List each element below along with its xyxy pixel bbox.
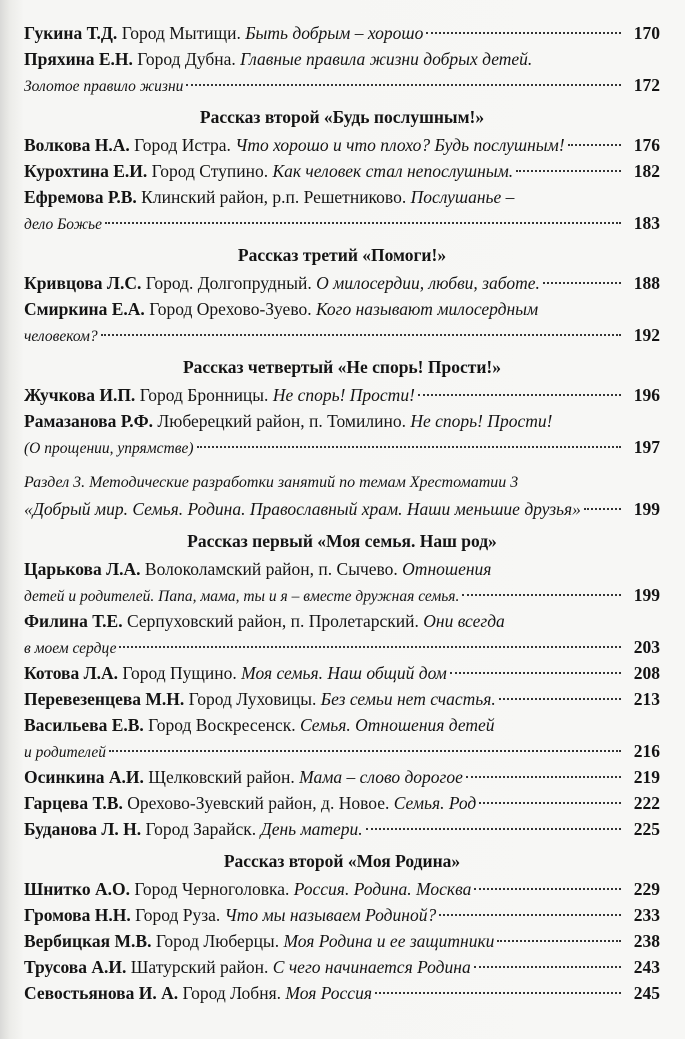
entry-author: Смиркина Е.А.	[24, 299, 145, 319]
dot-leader	[105, 222, 621, 224]
entry-title: День матери.	[260, 819, 363, 839]
page-number: 203	[633, 637, 660, 657]
entry-text	[24, 790, 476, 816]
toc-entry	[24, 686, 660, 712]
page-number: 238	[633, 931, 660, 951]
page-number: 182	[633, 161, 660, 181]
entry-location: Город. Долгопрудный.	[141, 273, 317, 293]
entry-title: Главные правила жизни добрых детей.	[240, 49, 533, 69]
entry-group-4	[24, 382, 660, 460]
dot-leader	[497, 940, 621, 942]
page-number: 192	[633, 325, 660, 345]
entry-location: Город Орехово-Зуево.	[144, 299, 316, 319]
entry-author: Котова Л.А.	[24, 663, 119, 683]
entry-text	[24, 46, 532, 72]
entry-location: Город Дубна.	[132, 49, 241, 69]
entry-group-1	[24, 20, 660, 98]
toc-entry	[24, 902, 660, 928]
toc-entry	[24, 158, 660, 184]
page-number: 172	[633, 75, 660, 95]
toc-entry	[24, 954, 660, 980]
chapter-heading: Рассказ первый «Моя семья. Наш род»	[187, 531, 497, 551]
toc-entry	[24, 72, 660, 98]
dot-leader	[197, 446, 621, 448]
entry-text	[24, 902, 436, 928]
entry-author: Гукина Т.Д.	[24, 23, 118, 43]
toc-entry	[24, 738, 660, 764]
entry-title-continuation: человеком?	[24, 328, 98, 345]
page-number: 170	[633, 23, 660, 43]
toc-entry	[24, 270, 660, 296]
entry-text	[24, 20, 423, 46]
page-number: 199	[633, 499, 660, 519]
entry-author: Рамазанова Р.Ф.	[24, 411, 154, 431]
toc-entry	[24, 46, 660, 72]
dot-leader	[418, 394, 621, 396]
dot-leader	[101, 334, 621, 336]
toc-entry	[24, 184, 660, 210]
table-of-contents	[24, 20, 660, 1006]
entry-location: Город Пущино.	[118, 663, 242, 683]
entry-location: Город Руза.	[130, 905, 225, 925]
entry-location: Город Мытищи.	[117, 23, 246, 43]
entry-location: Клинский район, р.п. Решетниково.	[136, 187, 411, 207]
entry-author: Севостьянова И. А.	[24, 983, 179, 1003]
toc-entry	[24, 816, 660, 842]
entry-text	[24, 382, 415, 408]
entry-author: Пряхина Е.Н.	[24, 49, 133, 69]
section-title-line	[24, 496, 660, 522]
toc-entry	[24, 790, 660, 816]
toc-entry	[24, 582, 660, 608]
section-title-line: Раздел 3. Методические разработки занятий по темам Хрестоматии 3	[24, 474, 519, 491]
entry-title: Мама – слово дорогое	[299, 767, 463, 787]
entry-location: Серпуховский район, п. Пролетарский.	[122, 611, 424, 631]
entry-title: Не спорь! Прости!	[410, 411, 553, 431]
entry-location: Город Бронницы.	[135, 385, 273, 405]
page-number: 208	[633, 663, 660, 683]
entry-title: Быть добрым – хорошо	[245, 23, 424, 43]
entry-text	[24, 928, 494, 954]
entry-text	[24, 158, 513, 184]
page-number: 216	[633, 741, 660, 761]
entry-title: Семья. Отношения детей	[300, 715, 495, 735]
entry-title-continuation: в моем сердце	[24, 640, 117, 657]
entry-title: Семья. Род	[393, 793, 477, 813]
toc-entry	[24, 608, 660, 634]
entry-title: Отношения	[402, 559, 492, 579]
entry-author: Волкова Н.А.	[24, 135, 130, 155]
section-entry	[24, 470, 660, 522]
page-number: 219	[633, 767, 660, 787]
page-number: 225	[633, 819, 660, 839]
chapter-heading: Рассказ четвертый «Не спорь! Прости!»	[182, 357, 502, 377]
entry-title: Россия. Родина. Москва	[293, 879, 472, 899]
dot-leader	[499, 698, 621, 700]
entry-title-continuation: детей и родителей. Папа, мама, ты и я – вместе дружная семья.	[24, 588, 460, 605]
toc-entry	[24, 556, 660, 582]
dot-leader	[474, 966, 621, 968]
entry-group-3	[24, 270, 660, 348]
toc-entry	[24, 20, 660, 46]
page-number: 222	[633, 793, 660, 813]
entry-title: Они всегда	[423, 611, 505, 631]
entry-group-5	[24, 556, 660, 842]
entry-text	[24, 712, 495, 738]
entry-location: Город Ступино.	[147, 161, 273, 181]
entry-group-6	[24, 876, 660, 1006]
dot-leader	[462, 594, 621, 596]
page-number: 233	[633, 905, 660, 925]
dot-leader	[466, 776, 621, 778]
entry-text	[24, 764, 463, 790]
dot-leader	[119, 646, 621, 648]
entry-location: Шатурский район.	[126, 957, 273, 977]
page-number: 213	[633, 689, 660, 709]
entry-author: Курохтина Е.И.	[24, 161, 148, 181]
entry-author: Перевезенцева М.Н.	[24, 689, 185, 709]
dot-leader	[543, 282, 621, 284]
entry-title: Кого называют милосердным	[315, 299, 539, 319]
entry-location: Орехово-Зуевский район, д. Новое.	[122, 793, 394, 813]
entry-title: Моя Родина и ее защитники	[283, 931, 495, 951]
entry-text	[24, 876, 471, 902]
page-number: 229	[633, 879, 660, 899]
entry-location: Город Луховицы.	[184, 689, 321, 709]
entry-author: Вербицкая М.В.	[24, 931, 152, 951]
entry-author: Буданова Л. Н.	[24, 819, 142, 839]
section-subtitle: «Добрый мир. Семья. Родина. Православный храм. Наши меньшие друзья»	[24, 499, 581, 519]
toc-entry	[24, 660, 660, 686]
chapter-heading: Рассказ третий «Помоги!»	[237, 245, 447, 265]
entry-text	[24, 184, 514, 210]
dot-leader	[426, 32, 621, 34]
toc-entry	[24, 634, 660, 660]
entry-text	[24, 608, 505, 634]
entry-author: Царькова Л.А.	[24, 559, 141, 579]
toc-entry	[24, 382, 660, 408]
toc-entry	[24, 210, 660, 236]
entry-author: Гарцева Т.В.	[24, 793, 123, 813]
page-number: 183	[633, 213, 660, 233]
toc-entry	[24, 876, 660, 902]
entry-location: Город Люберцы.	[151, 931, 284, 951]
entry-location: Люберецкий район, п. Томилино.	[153, 411, 411, 431]
entry-title-continuation: и родителей	[24, 744, 106, 761]
entry-location: Город Черноголовка.	[129, 879, 294, 899]
toc-entry	[24, 296, 660, 322]
toc-entry	[24, 132, 660, 158]
entry-title-continuation: (О прощении, упрямстве)	[24, 440, 194, 457]
entry-author: Громова Н.Н.	[24, 905, 131, 925]
page-number: 199	[633, 585, 660, 605]
entry-text	[24, 132, 565, 158]
entry-author: Трусова А.И.	[24, 957, 127, 977]
page-number: 188	[633, 273, 660, 293]
entry-author: Васильева Е.В.	[24, 715, 144, 735]
dot-leader	[568, 144, 621, 146]
entry-text	[24, 660, 447, 686]
entry-title-continuation: дело Божье	[24, 216, 102, 233]
dot-leader	[366, 828, 621, 830]
toc-entry	[24, 980, 660, 1006]
entry-title: Моя Россия	[285, 983, 372, 1003]
page-number: 245	[633, 983, 660, 1003]
entry-text	[24, 686, 496, 712]
entry-author: Кривцова Л.С.	[24, 273, 142, 293]
entry-location: Город Воскресенск.	[143, 715, 300, 735]
entry-group-2	[24, 132, 660, 236]
dot-leader	[439, 914, 621, 916]
page-number: 176	[633, 135, 660, 155]
dot-leader	[584, 508, 621, 510]
entry-title: Без семьи нет счастья.	[320, 689, 496, 709]
dot-leader	[375, 992, 621, 994]
dot-leader	[479, 802, 621, 804]
entry-author: Жучкова И.П.	[24, 385, 136, 405]
dot-leader	[450, 672, 621, 674]
dot-leader	[186, 84, 621, 86]
toc-entry	[24, 408, 660, 434]
toc-entry	[24, 434, 660, 460]
entry-title: Что хорошо и что плохо? Будь послушным!	[235, 135, 565, 155]
entry-title: Послушанье –	[410, 187, 515, 207]
entry-title: Как человек стал непослушным.	[272, 161, 514, 181]
page-number: 243	[633, 957, 660, 977]
dot-leader	[474, 888, 621, 890]
page-number: 196	[633, 385, 660, 405]
entry-location: Город Зарайск.	[141, 819, 261, 839]
chapter-heading: Рассказ второй «Моя Родина»	[223, 851, 461, 871]
page-number: 197	[633, 437, 660, 457]
chapter-heading: Рассказ второй «Будь послушным!»	[199, 107, 485, 127]
entry-text	[24, 556, 491, 582]
entry-author: Осинкина А.И.	[24, 767, 144, 787]
entry-text	[24, 408, 552, 434]
toc-entry	[24, 712, 660, 738]
entry-text	[24, 816, 363, 842]
dot-leader	[109, 750, 621, 752]
entry-title: Не спорь! Прости!	[272, 385, 415, 405]
entry-title: С чего начинается Родина	[272, 957, 471, 977]
entry-location: Волоколамский район, п. Сычево.	[140, 559, 403, 579]
entry-text	[24, 980, 372, 1006]
entry-text	[24, 954, 471, 980]
entry-text	[24, 296, 538, 322]
entry-title: Моя семья. Наш общий дом	[241, 663, 447, 683]
entry-text	[24, 270, 540, 296]
entry-title: Что мы называем Родиной?	[224, 905, 437, 925]
entry-author: Шнитко А.О.	[24, 879, 130, 899]
entry-location: Щелковский район.	[143, 767, 300, 787]
toc-entry	[24, 928, 660, 954]
toc-entry	[24, 764, 660, 790]
entry-location: Город Истра.	[129, 135, 236, 155]
entry-location: Город Лобня.	[178, 983, 286, 1003]
dot-leader	[516, 170, 621, 172]
entry-author: Ефремова Р.В.	[24, 187, 137, 207]
entry-author: Филина Т.Е.	[24, 611, 123, 631]
toc-entry	[24, 322, 660, 348]
entry-title: О милосердии, любви, заботе.	[316, 273, 540, 293]
entry-title-continuation: Золотое правило жизни	[24, 78, 184, 95]
